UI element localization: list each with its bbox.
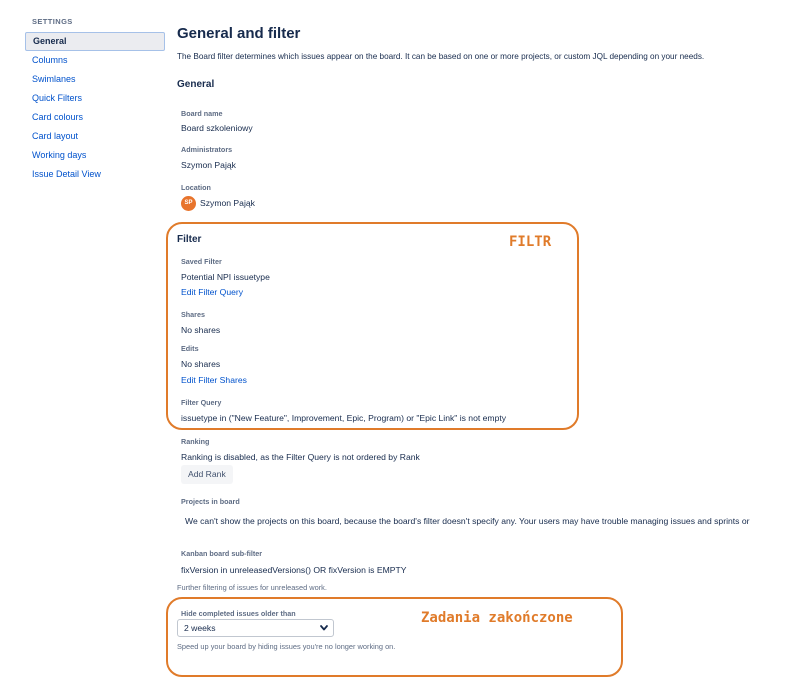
hide-completed-selected: 2 weeks [184,623,216,633]
hide-completed-label: Hide completed issues older than [181,609,296,618]
projects-label: Projects in board [181,497,240,506]
filter-annotation-text: FILTR [509,234,552,250]
edits-label: Edits [181,344,199,353]
filter-section-title: Filter [177,234,202,245]
board-name-label: Board name [181,109,223,118]
edit-filter-shares-link[interactable]: Edit Filter Shares [181,375,247,385]
shares-value: No shares [181,325,221,335]
hide-completed-hint: Speed up your board by hiding issues you're no longer working on. [177,642,396,651]
location-label: Location [181,183,211,192]
shares-label: Shares [181,310,205,319]
sidebar-heading: SETTINGS [32,17,73,26]
sidebar-item-columns[interactable]: Columns [32,55,68,65]
sidebar-item-general[interactable]: General [25,32,165,51]
administrators-value: Szymon Pająk [181,160,236,170]
sidebar-item-quick-filters[interactable]: Quick Filters [32,93,83,103]
sidebar-item-card-colours[interactable]: Card colours [32,112,84,122]
add-rank-button[interactable]: Add Rank [181,465,233,484]
completed-annotation-box [166,597,623,677]
sidebar-item-swimlanes[interactable]: Swimlanes [32,74,76,84]
filter-query-label: Filter Query [181,398,222,407]
subfilter-label: Kanban board sub-filter [181,549,263,558]
general-section-title: General [177,79,215,90]
sidebar-item-issue-detail-view[interactable]: Issue Detail View [32,169,101,179]
administrators-label: Administrators [181,145,233,154]
projects-message: We can't show the projects on this board, because the board's filter doesn't specify any. Your users may have trouble managing issues and sprints or [185,516,750,526]
edit-filter-query-link[interactable]: Edit Filter Query [181,287,244,297]
filter-annotation-box [166,222,579,430]
ranking-value: Ranking is disabled, as the Filter Query is not ordered by Rank [181,452,420,462]
avatar: SP [181,196,196,211]
edits-value: No shares [181,359,221,369]
sidebar-item-card-layout[interactable]: Card layout [32,131,79,141]
page-description: The Board filter determines which issues appear on the board. It can be based on one or more projects, or custom JQL depending on your needs. [177,52,705,61]
saved-filter-label: Saved Filter [181,257,222,266]
location-value: Szymon Pająk [200,198,255,208]
sidebar-item-working-days[interactable]: Working days [32,150,87,160]
completed-annotation-text: Zadania zakończone [421,610,573,626]
page-title: General and filter [177,25,301,42]
ranking-label: Ranking [181,437,210,446]
saved-filter-value: Potential NPI issuetype [181,272,270,282]
subfilter-hint: Further filtering of issues for unreleased work. [177,583,327,592]
subfilter-value: fixVersion in unreleasedVersions() OR fixVersion is EMPTY [181,565,407,575]
board-name-value: Board szkoleniowy [181,123,253,133]
filter-query-value: issuetype in ("New Feature", Improvement, Epic, Program) or "Epic Link" is not empty [181,413,507,423]
